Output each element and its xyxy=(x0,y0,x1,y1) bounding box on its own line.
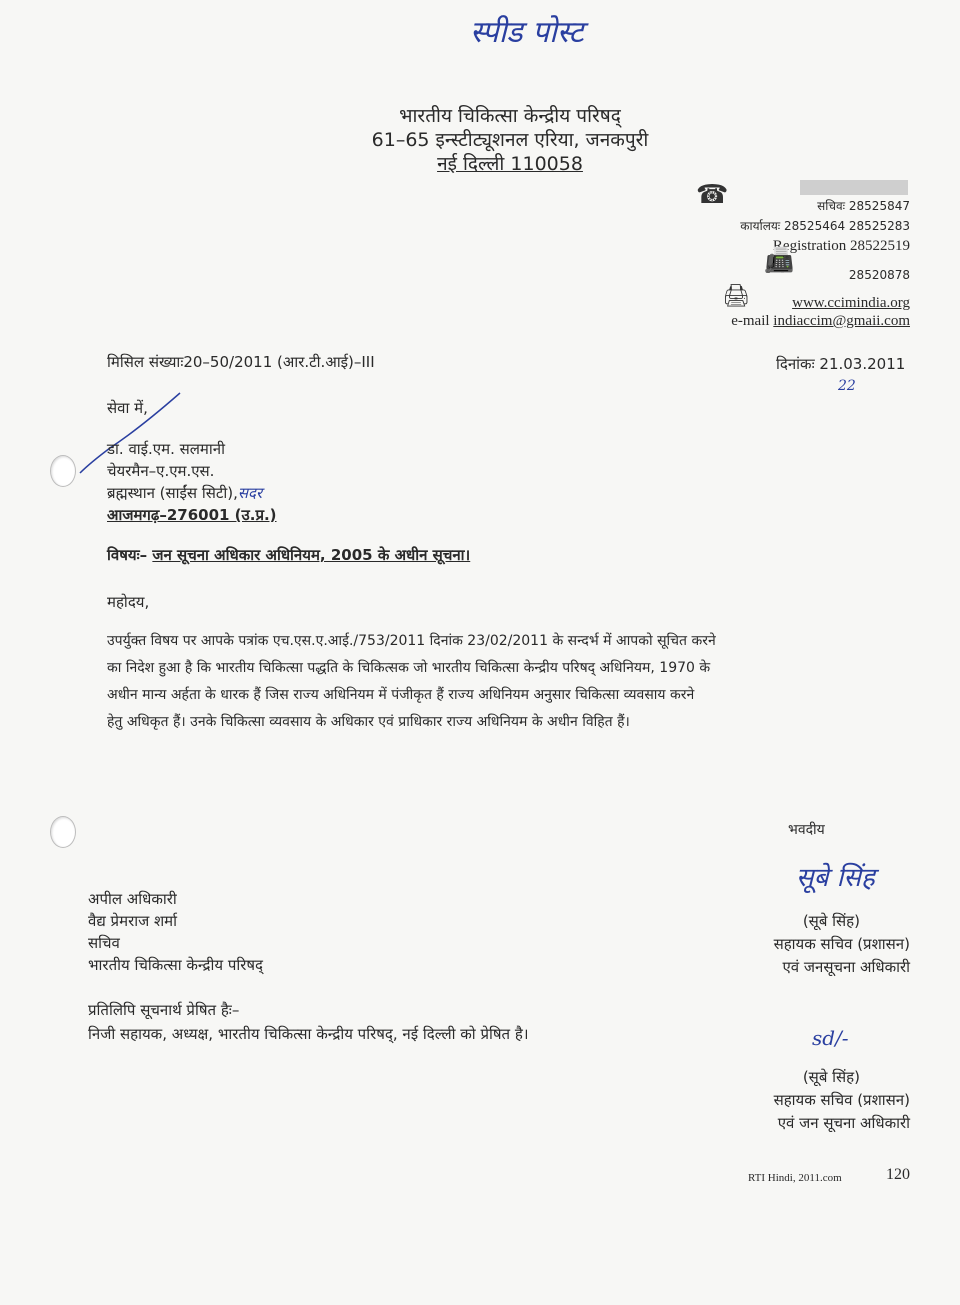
greeting: महोदय, xyxy=(107,593,150,611)
registration-phone: Registration 28522519 xyxy=(772,238,910,254)
addressee-designation: चेयरमैन–ए.एम.एस. xyxy=(107,462,215,480)
addressee-place-handwritten: सदर xyxy=(237,484,263,502)
body-line: का निदेश हुआ है कि भारतीय चिकित्सा पद्धति के चिकित्सक जो भारतीय चिकित्सा केन्द्रीय परिषद् अधिनियम, 1970 के xyxy=(107,660,711,676)
signatory-title: एवं जनसूचना अधिकारी xyxy=(782,958,910,976)
copy-to-label: प्रतिलिपि सूचनार्थ प्रेषित हैः– xyxy=(88,1001,240,1019)
body-line: हेतु अधिकृत हैं। उनके चिकित्सा व्यवसाय के अधिकार एवं प्राधिकार राज्य अधिनियम के अधीन विहित हैं। xyxy=(107,714,630,730)
appeal-officer-label: अपील अधिकारी xyxy=(88,890,177,908)
subject xyxy=(107,545,470,565)
org-address-line1: 61–65 इन्स्टीट्यूशनल एरिया, जनकपुरी xyxy=(371,129,649,151)
letter-body xyxy=(107,628,912,736)
signatory2-title: सहायक सचिव (प्रशासन) xyxy=(773,1091,910,1109)
fax-icon: 📠 xyxy=(764,246,794,274)
office-phone: कार्यालयः 28525464 28525283 xyxy=(740,219,910,233)
signature: सूबे सिंह xyxy=(796,863,875,893)
secretary-phone: सचिवः 28525847 xyxy=(817,199,910,213)
subject-label: विषयः– xyxy=(107,546,148,564)
appeal-officer-name: वैद्य प्रेमराज शर्मा xyxy=(88,912,178,930)
telephone-icon: ☎ xyxy=(696,180,729,210)
email-link[interactable]: indiaccim@gmaii.com xyxy=(773,313,910,329)
globe-icon: 🖨 xyxy=(722,284,750,309)
copy-to-text: निजी सहायक, अध्यक्ष, भारतीय चिकित्सा केन्द्रीय परिषद्, नई दिल्ली को प्रेषित है। xyxy=(88,1025,529,1043)
handwritten-speed-post: स्पीड पोस्ट xyxy=(470,15,584,50)
appeal-officer-title: सचिव xyxy=(88,934,120,952)
copy-to-block xyxy=(88,998,529,1046)
body-line: अधीन मान्य अर्हता के धारक हैं जिस राज्य अधिनियम में पंजीकृत हैं राज्य अधिनियम अनुसार चिकित्सा व्यवसाय करने xyxy=(107,687,695,703)
signatory2-title: एवं जन सूचना अधिकारी xyxy=(777,1114,910,1132)
file-number: मिसिल संख्याः20–50/2011 (आर.टी.आई)–III xyxy=(107,353,375,371)
date-handwritten: 22 xyxy=(838,378,856,394)
body-line: उपर्युक्त विषय पर आपके पत्रांक एच.एस.ए.आई./753/2011 दिनांक 23/02/2011 के सन्दर्भ में आपको सूचित करने xyxy=(107,633,716,649)
punch-hole xyxy=(50,816,76,848)
addressee-place: ब्रह्मस्थान (साईंस सिटी), xyxy=(107,484,238,502)
footer-source: RTI Hindi, 2011.com xyxy=(748,1172,842,1184)
subject-text: जन सूचना अधिकार अधिनियम, 2005 के अधीन सूचना। xyxy=(152,546,471,564)
signatory2-name: (सूबे सिंह) xyxy=(802,1068,860,1086)
salutation-to: सेवा में, xyxy=(107,399,148,417)
signatory-block xyxy=(690,910,910,979)
page-number: 120 xyxy=(886,1166,910,1183)
appeal-officer-org: भारतीय चिकित्सा केन्द्रीय परिषद् xyxy=(88,956,264,974)
signatory2-block xyxy=(690,1066,910,1135)
stamp-strip xyxy=(800,180,908,195)
org-address-line2: नई दिल्ली 110058 xyxy=(437,153,583,175)
email-label: e-mail xyxy=(731,313,770,329)
appeal-officer-block xyxy=(88,888,263,976)
sd-handwritten: sd/- xyxy=(812,1026,849,1050)
org-name: भारतीय चिकित्सा केन्द्रीय परिषद् xyxy=(399,105,621,127)
addressee-name: डा. वाई.एम. सलमानी xyxy=(107,440,225,458)
date-value: 21.03.2011 xyxy=(819,355,906,373)
date-label: दिनांकः xyxy=(776,355,815,373)
closing: भवदीय xyxy=(788,822,825,838)
signatory-title: सहायक सचिव (प्रशासन) xyxy=(773,935,910,953)
addressee xyxy=(107,438,277,526)
fax-number: 28520878 xyxy=(848,268,910,282)
addressee-city: आजमगढ़–276001 (उ.प्र.) xyxy=(107,506,277,524)
signatory-name: (सूबे सिंह) xyxy=(802,912,860,930)
website-link[interactable]: www.ccimindia.org xyxy=(792,295,910,311)
letterhead xyxy=(360,104,660,176)
